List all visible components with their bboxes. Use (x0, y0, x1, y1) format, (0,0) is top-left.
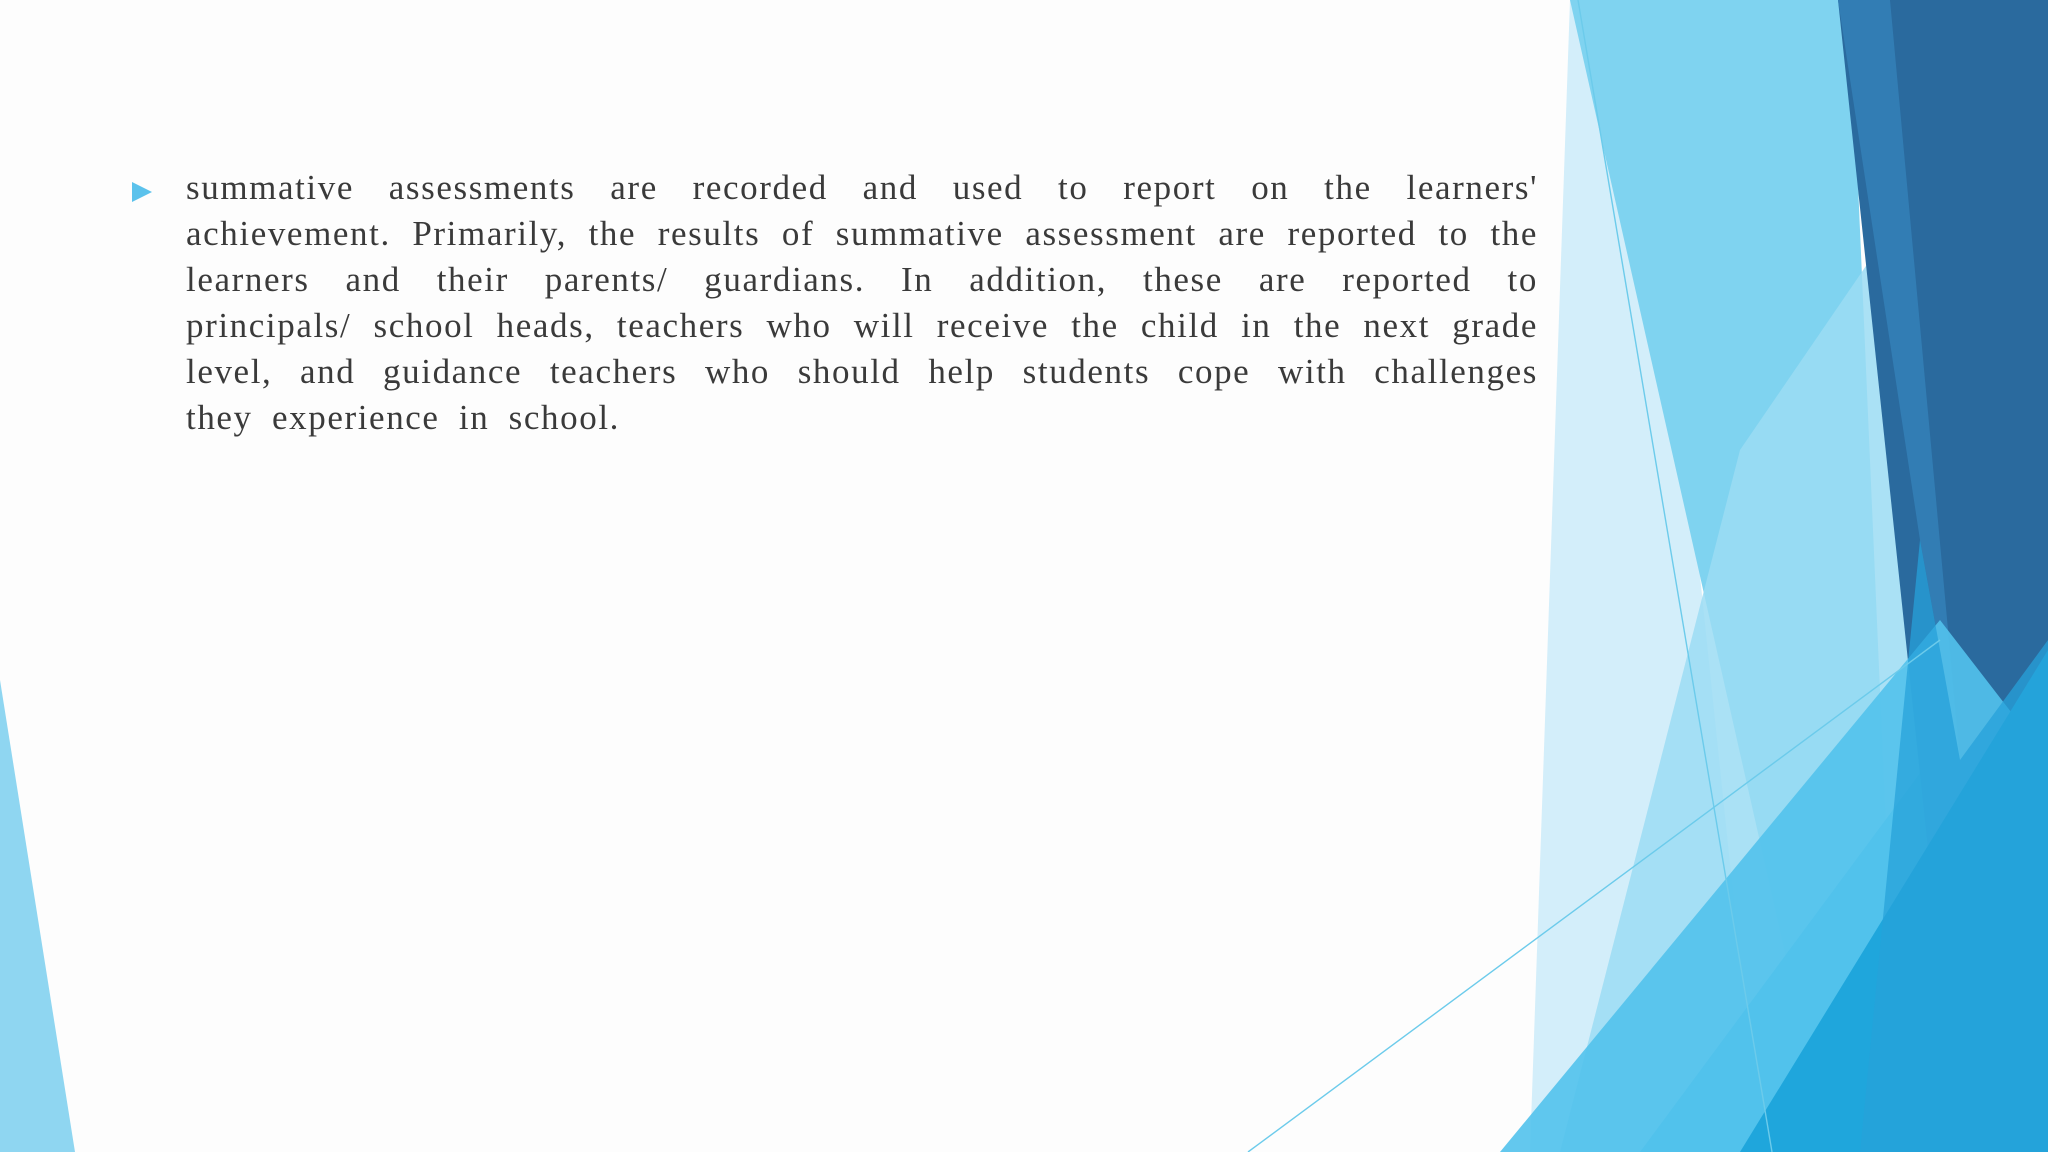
triangle-right-bullet-icon (130, 165, 186, 209)
left-edge-accent-shape (0, 680, 75, 1152)
bullet-item (130, 165, 1550, 441)
bullet-paragraph: summative assessments are recorded and used to report on the learners' achievement. Primarily, the results of summative assessment are reported to the learners and their parents/ guardians. In addition, these are reported to principals/ school heads, teachers who will receive the child in the next grade level, and guidance teachers who should help students cope with challenges they experience in school. (186, 168, 1538, 437)
slide-content (130, 165, 1550, 441)
